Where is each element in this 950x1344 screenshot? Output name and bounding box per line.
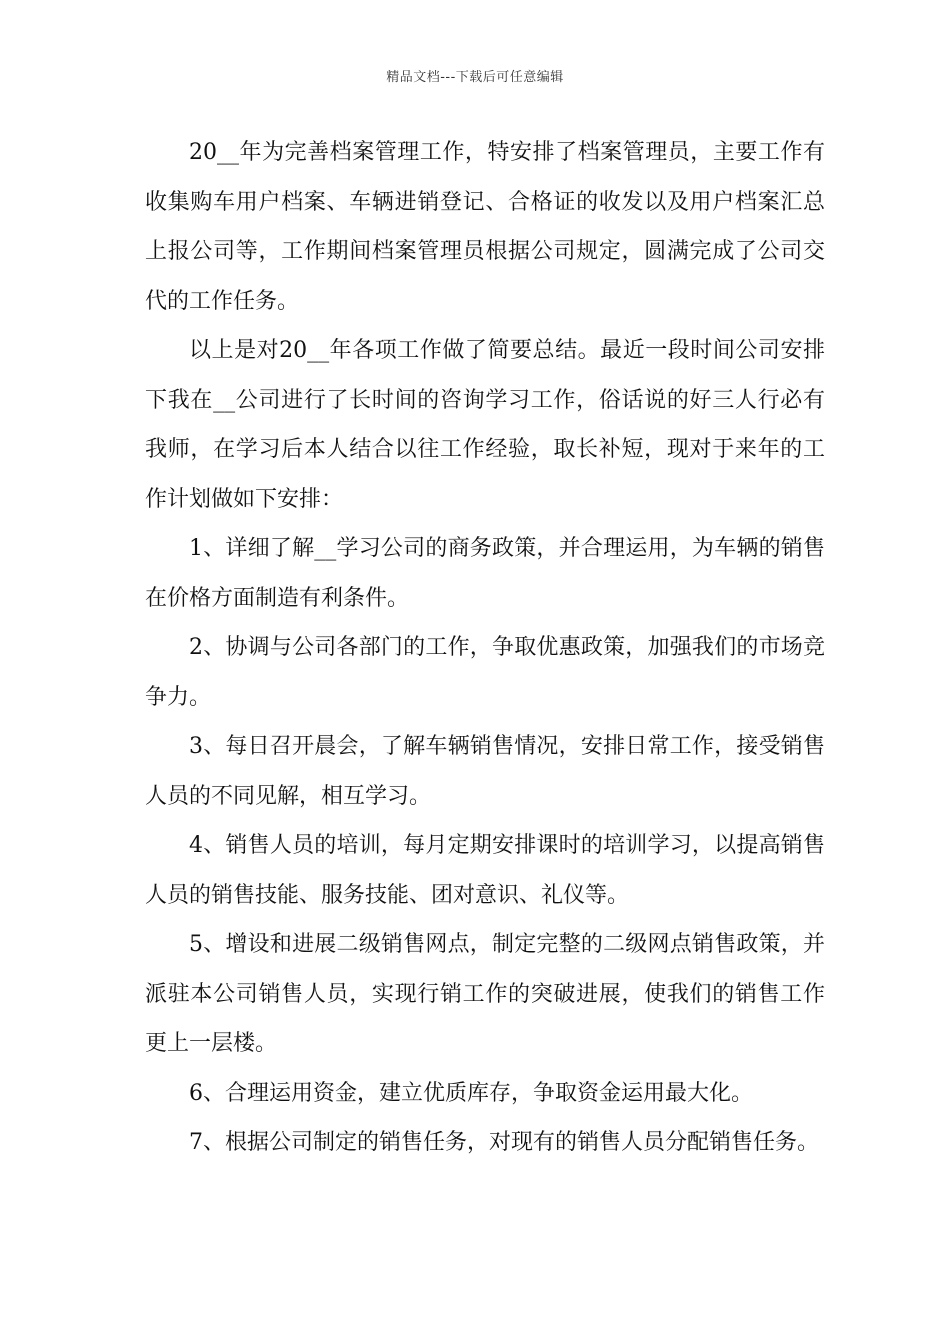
plan-item-6: 6、合理运用资金，建立优质库存，争取资金运用最大化。 <box>189 1080 753 1106</box>
plan-item-4: 4、销售人员的培训，每月定期安排课时的培训学习，以提高销售人员的销售技能、服务技能、团对意识、礼仪等。 <box>145 833 825 908</box>
plan-item-5: 5、增设和进展二级销售网点，制定完整的二级网点销售政策，并派驻本公司销售人员，实现行销工作的突破进展，使我们的销售工作更上一层楼。 <box>145 932 825 1056</box>
page-header: 精品文档---下载后可任意编辑 <box>386 70 564 85</box>
plan-item-1: 1、详细了解__学习公司的商务政策，并合理运用，为车辆的销售在价格方面制造有利条件。 <box>145 536 825 611</box>
paragraph-archive-management: 20__年为完善档案管理工作，特安排了档案管理员，主要工作有收集购车用户档案、车辆进销登记、合格证的收发以及用户档案汇总上报公司等，工作期间档案管理员根据公司规定，圆满完成了公司交代的工作任务。 <box>145 140 825 314</box>
plan-item-7: 7、根据公司制定的销售任务，对现有的销售人员分配销售任务。 <box>189 1130 819 1155</box>
plan-item-3: 3、每日召开晨会，了解车辆销售情况，安排日常工作，接受销售人员的不同见解，相互学习。 <box>145 734 825 809</box>
plan-item-2: 2、协调与公司各部门的工作，争取优惠政策，加强我们的市场竞争力。 <box>145 635 825 710</box>
paragraph-summary: 以上是对20__年各项工作做了简要总结。最近一段时间公司安排下我在__公司进行了长时间的咨询学习工作，俗话说的好三人行必有我师，在学习后本人结合以往工作经验，取长补短，现对于来年的工作计划做如下安排： <box>145 338 825 512</box>
document-body <box>145 128 825 1168</box>
